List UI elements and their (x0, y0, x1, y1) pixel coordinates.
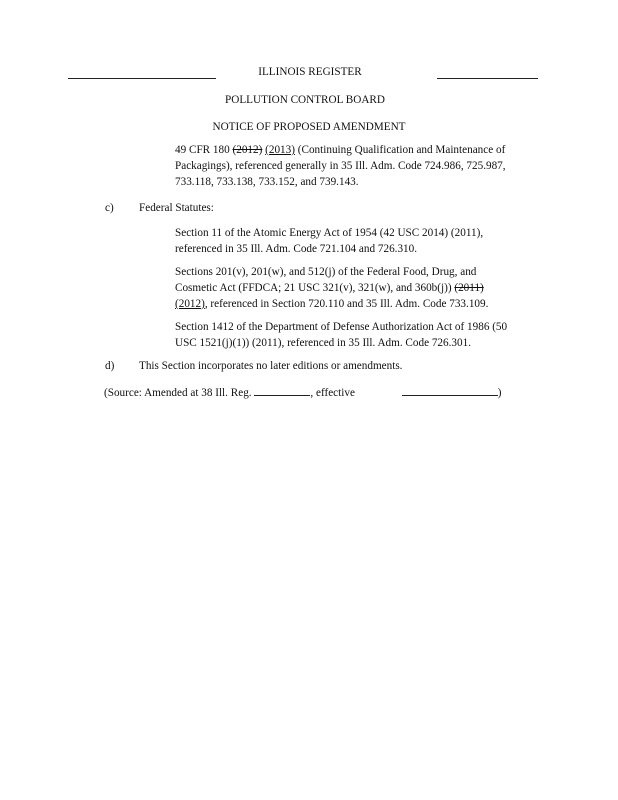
board-title: POLLUTION CONTROL BOARD (225, 94, 385, 106)
source-middle: , effective (310, 387, 358, 399)
atomic-line-1: Section 11 of the Atomic Energy Act of 1954 (42 USC 2014) (2011), (175, 227, 484, 239)
ffdca-line-2 (175, 281, 484, 296)
defense-line-1: Section 1412 of the Department of Defense Authorization Act of 1986 (50 (175, 321, 508, 333)
ffdca-line-2-text: Cosmetic Act (FFDCA; 21 USC 321(v), 321(w), and 360b(j)) (175, 282, 455, 294)
source-line (104, 384, 501, 401)
cfr180-line-1 (175, 143, 505, 158)
cfr180-struck-year: (2012) (232, 144, 263, 156)
cfr180-line-3: 733.118, 733.138, 733.152, and 739.143. (175, 176, 359, 188)
atomic-line-2: referenced in 35 Ill. Adm. Code 721.104 and 726.310. (175, 243, 418, 255)
cfr180-prefix: 49 CFR 180 (175, 144, 233, 156)
header-rule-left (68, 78, 216, 79)
ffdca-inserted-year: (2012) (175, 298, 205, 310)
section-c-label: c) (105, 202, 114, 214)
ffdca-struck-year: (2011) (454, 282, 484, 294)
ffdca-line-1: Sections 201(v), 201(w), and 512(j) of the Federal Food, Drug, and (175, 266, 477, 278)
cfr180-inserted-year: (2013) (265, 144, 295, 156)
source-suffix: ) (497, 387, 502, 399)
defense-line-2: USC 1521(j)(1)) (2011), referenced in 35 Ill. Adm. Code 726.301. (175, 337, 471, 349)
section-c-title: Federal Statutes: (139, 202, 214, 214)
ffdca-line-3 (175, 297, 488, 312)
notice-title: NOTICE OF PROPOSED AMENDMENT (212, 121, 406, 133)
section-d-label: d) (105, 360, 115, 372)
effective-date-blank (402, 384, 498, 396)
register-title: ILLINOIS REGISTER (258, 66, 362, 78)
ffdca-line-3-text: , referenced in Section 720.110 and 35 Ill. Adm. Code 733.109. (204, 298, 489, 310)
register-page-blank (254, 384, 310, 396)
header-rule-right (437, 78, 538, 79)
cfr180-rest: (Continuing Qualification and Maintenance of (294, 144, 506, 156)
source-prefix: (Source: Amended at 38 Ill. Reg. (104, 387, 255, 399)
cfr180-line-2: Packagings), referenced generally in 35 Ill. Adm. Code 724.986, 725.987, (175, 160, 506, 172)
section-d-text: This Section incorporates no later editions or amendments. (139, 360, 403, 372)
